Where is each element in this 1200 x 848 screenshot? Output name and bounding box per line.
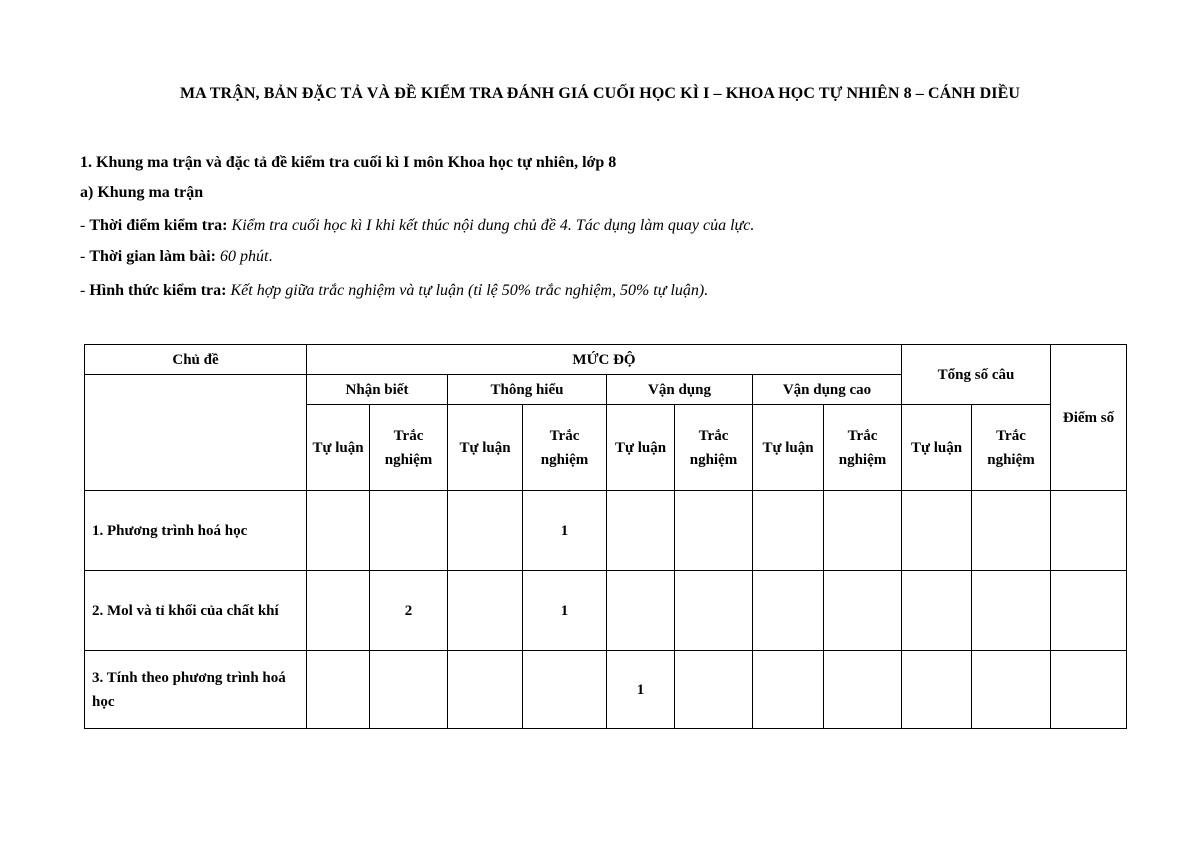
table-cell — [1051, 491, 1127, 571]
table-cell — [972, 651, 1051, 729]
info-label: Thời điểm kiểm tra: — [89, 217, 228, 234]
document-title: MA TRẬN, BẢN ĐẶC TẢ VÀ ĐỀ KIỂM TRA ĐÁNH GIÁ CUỐI HỌC KÌ I – KHOA HỌC TỰ NHIÊN 8 – CÁNH DIỀU — [179, 85, 1020, 102]
header-mc: Trắc nghiệm — [972, 405, 1051, 491]
info-label: Hình thức kiểm tra: — [89, 282, 227, 299]
table-cell — [370, 651, 448, 729]
table-cell — [902, 491, 972, 571]
table-row — [85, 651, 1127, 729]
table-cell: 1 — [523, 491, 607, 571]
header-essay: Tự luận — [753, 405, 824, 491]
section-heading: 1. Khung ma trận và đặc tả đề kiểm tra cuối kì I môn Khoa học tự nhiên, lớp 8 — [80, 154, 617, 171]
header-level-understand: Thông hiểu — [448, 375, 607, 405]
table-cell — [448, 571, 523, 651]
matrix-table — [84, 344, 1127, 729]
table-cell — [607, 571, 675, 651]
table-cell — [902, 651, 972, 729]
header-mc: Trắc nghiệm — [824, 405, 902, 491]
header-essay: Tự luận — [902, 405, 972, 491]
table-cell — [307, 571, 370, 651]
table-cell — [824, 491, 902, 571]
header-level-apply: Vận dụng — [607, 375, 753, 405]
header-essay: Tự luận — [448, 405, 523, 491]
table-cell: 1 — [523, 571, 607, 651]
info-label: Thời gian làm bài: — [89, 248, 216, 265]
header-mc: Trắc nghiệm — [370, 405, 448, 491]
header-essay: Tự luận — [307, 405, 370, 491]
table-cell — [824, 571, 902, 651]
table-cell — [1051, 571, 1127, 651]
table-cell — [307, 491, 370, 571]
table-cell — [448, 651, 523, 729]
table-cell — [607, 491, 675, 571]
info-line-format: - Hình thức kiểm tra: Kết hợp giữa trắc nghiệm và tự luận (tỉ lệ 50% trắc nghiệm, 50% tự luận). — [80, 282, 709, 299]
row-topic: 2. Mol và tỉ khối của chất khí — [85, 571, 307, 651]
info-value: 60 phút — [220, 248, 269, 265]
info-line-duration: - Thời gian làm bài: 60 phút. — [80, 248, 273, 265]
info-value: Kết hợp giữa trắc nghiệm và tự luận (tỉ lệ 50% trắc nghiệm, 50% tự luận). — [230, 282, 709, 299]
table-cell — [824, 651, 902, 729]
table-cell — [972, 491, 1051, 571]
table-cell — [1051, 651, 1127, 729]
table-cell — [675, 651, 753, 729]
header-total: Tổng số câu — [902, 345, 1051, 405]
table-cell — [753, 571, 824, 651]
header-level: MỨC ĐỘ — [307, 345, 902, 375]
table-cell — [972, 571, 1051, 651]
header-level-apply-high: Vận dụng cao — [753, 375, 902, 405]
table-cell — [753, 651, 824, 729]
table-cell: 1 — [607, 651, 675, 729]
row-topic: 3. Tính theo phương trình hoá học — [85, 651, 307, 729]
header-score: Điểm số — [1051, 345, 1127, 491]
header-mc: Trắc nghiệm — [523, 405, 607, 491]
table-row — [85, 571, 1127, 651]
info-line-exam-time: - Thời điểm kiểm tra: Kiểm tra cuối học kì I khi kết thúc nội dung chủ đề 4. Tác dụng làm quay của lực. — [80, 217, 755, 234]
header-topic: Chủ đề — [85, 345, 307, 375]
row-topic: 1. Phương trình hoá học — [85, 491, 307, 571]
table-cell — [370, 491, 448, 571]
table-cell: 2 — [370, 571, 448, 651]
table-cell — [307, 651, 370, 729]
header-level-recognize: Nhận biết — [307, 375, 448, 405]
table-cell — [675, 571, 753, 651]
table-cell — [675, 491, 753, 571]
sub-heading: a) Khung ma trận — [80, 184, 204, 201]
header-mc: Trắc nghiệm — [675, 405, 753, 491]
table-cell — [523, 651, 607, 729]
table-row — [85, 491, 1127, 571]
table-cell — [753, 491, 824, 571]
table-cell — [448, 491, 523, 571]
table-cell — [902, 571, 972, 651]
header-topic-blank — [85, 375, 307, 491]
info-value: Kiểm tra cuối học kì I khi kết thúc nội dung chủ đề 4. Tác dụng làm quay của lực. — [231, 217, 755, 234]
header-essay: Tự luận — [607, 405, 675, 491]
